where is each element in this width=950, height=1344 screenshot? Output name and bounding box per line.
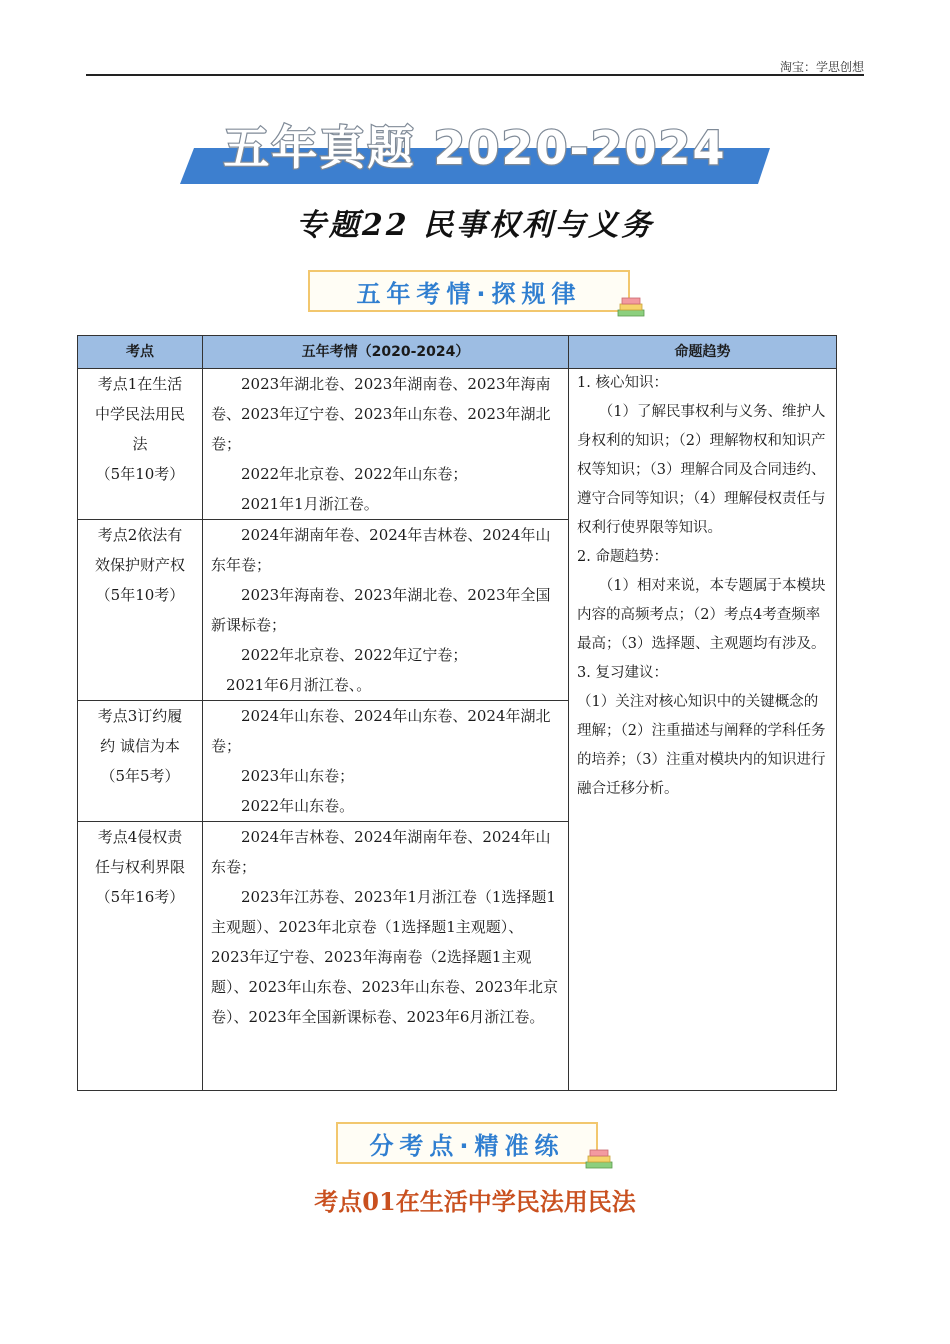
trend-heading: 3. 复习建议：: [577, 665, 668, 681]
section-header-practice-label: 分考点·精准练: [369, 1131, 565, 1160]
kaoqing-line: 2023年山东卷；: [241, 767, 355, 785]
kaoqing-cell: [203, 822, 569, 1091]
kaodian-line: 考点3订约履: [97, 707, 183, 725]
kaodian-cell: [78, 822, 203, 1091]
kaodian-count: （5年16考）: [95, 888, 185, 906]
exam-overview-table: [77, 335, 837, 1091]
kaodian-line: 约 诚信为本: [100, 737, 180, 755]
topic-subtitle: 专题22 民事权利与义务: [295, 208, 655, 243]
kaodian-line: 效保护财产权: [94, 556, 185, 574]
section-header-practice: [336, 1122, 598, 1164]
kaoqing-cell: [203, 520, 569, 701]
books-icon: [584, 1148, 614, 1170]
kaodian-line: 中学民法用民: [94, 405, 185, 423]
header-trend: 命题趋势: [569, 336, 837, 369]
section-header-trends: [308, 270, 630, 312]
kaoqing-line: 2022年北京卷、2022年山东卷；: [241, 465, 468, 483]
kaoqing-line: 2021年1月浙江卷。: [241, 495, 379, 513]
kaoqing-cell: [203, 701, 569, 822]
kaodian-cell: [78, 701, 203, 822]
section-header-trends-label: 五年考情·探规律: [356, 279, 582, 308]
table-row: [78, 369, 837, 520]
kaodian-cell: [78, 369, 203, 520]
kaoqing-line: 2021年6月浙江卷、。: [226, 676, 372, 694]
kaoqing-line: 2022年山东卷。: [241, 797, 355, 815]
kaodian-line: 考点2依法有: [97, 526, 183, 544]
kaodian-count: （5年10考）: [95, 586, 185, 604]
kaodian-cell: [78, 520, 203, 701]
header-kaodian: 考点: [78, 336, 203, 369]
kaoqing-line: 2024年山东卷、2024年山东卷、2024年湖北卷；: [211, 707, 551, 755]
books-icon: [616, 296, 646, 318]
trend-text: （1）关注对核心知识中的关键概念的理解；（2）注重描述与阐释的学科任务的培养；（3）注重对模块内的知识进行融合迁移分析。: [577, 694, 826, 797]
kaoqing-line: 2024年吉林卷、2024年湖南年卷、2024年山东卷；: [211, 828, 551, 876]
kaodian-line: 考点1在生活: [97, 375, 183, 393]
header-source: 淘宝：学思创想: [779, 60, 864, 74]
trend-text: （1）相对来说，本专题属于本模块内容的高频考点；（2）考点4考查频率最高；（3）选择题、主观题均有涉及。: [577, 578, 826, 652]
kaoqing-line: 2022年北京卷、2022年辽宁卷；: [241, 646, 468, 664]
trend-heading: 1. 核心知识：: [577, 375, 668, 391]
trend-heading: 2. 命题趋势：: [577, 549, 668, 565]
trend-text: （1）了解民事权利与义务、维护人身权利的知识；（2）理解物权和知识产权等知识；（3）理解合同及合同违约、遵守合同等知识；（4）理解侵权责任与权利行使界限等知识。: [577, 404, 826, 536]
header-kaoqing: 五年考情（2020-2024）: [203, 336, 569, 369]
kaoqing-line: 2023年海南卷、2023年湖北卷、2023年全国新课标卷；: [211, 586, 551, 634]
title-banner: [180, 118, 770, 184]
banner-title: 五年真题 2020-2024: [223, 121, 727, 175]
kaoqing-line: 2023年湖北卷、2023年湖南卷、2023年海南卷、2023年辽宁卷、2023年山东卷、2023年湖北卷；: [211, 375, 551, 453]
kaodian-count: （5年10考）: [95, 465, 185, 483]
kaodian-line: 任与权利界限: [94, 858, 185, 876]
kaoqing-cell: [203, 369, 569, 520]
kaodian-count: （5年5考）: [100, 767, 180, 785]
kaodian-line: 考点4侵权责: [97, 828, 183, 846]
kaoqing-line: 2024年湖南年卷、2024年吉林卷、2024年山东年卷；: [211, 526, 551, 574]
kaoqing-line: 2023年江苏卷、2023年1月浙江卷（1选择题1主观题）、2023年北京卷（1选择题1主观题）、2023年辽宁卷、2023年海南卷（2选择题1主观题）、2023年山东卷、2023年山东卷、2023年北京卷）、2023年全国新课标卷、2023年6月浙江卷。: [211, 888, 559, 1026]
trend-cell: [569, 369, 837, 1091]
kaodian-01-title: 考点01在生活中学民法用民法: [314, 1187, 636, 1216]
header-rule: [86, 74, 864, 76]
banner-graphic: [180, 118, 770, 184]
table-header-row: [78, 336, 837, 369]
kaodian-line: 法: [132, 435, 148, 453]
